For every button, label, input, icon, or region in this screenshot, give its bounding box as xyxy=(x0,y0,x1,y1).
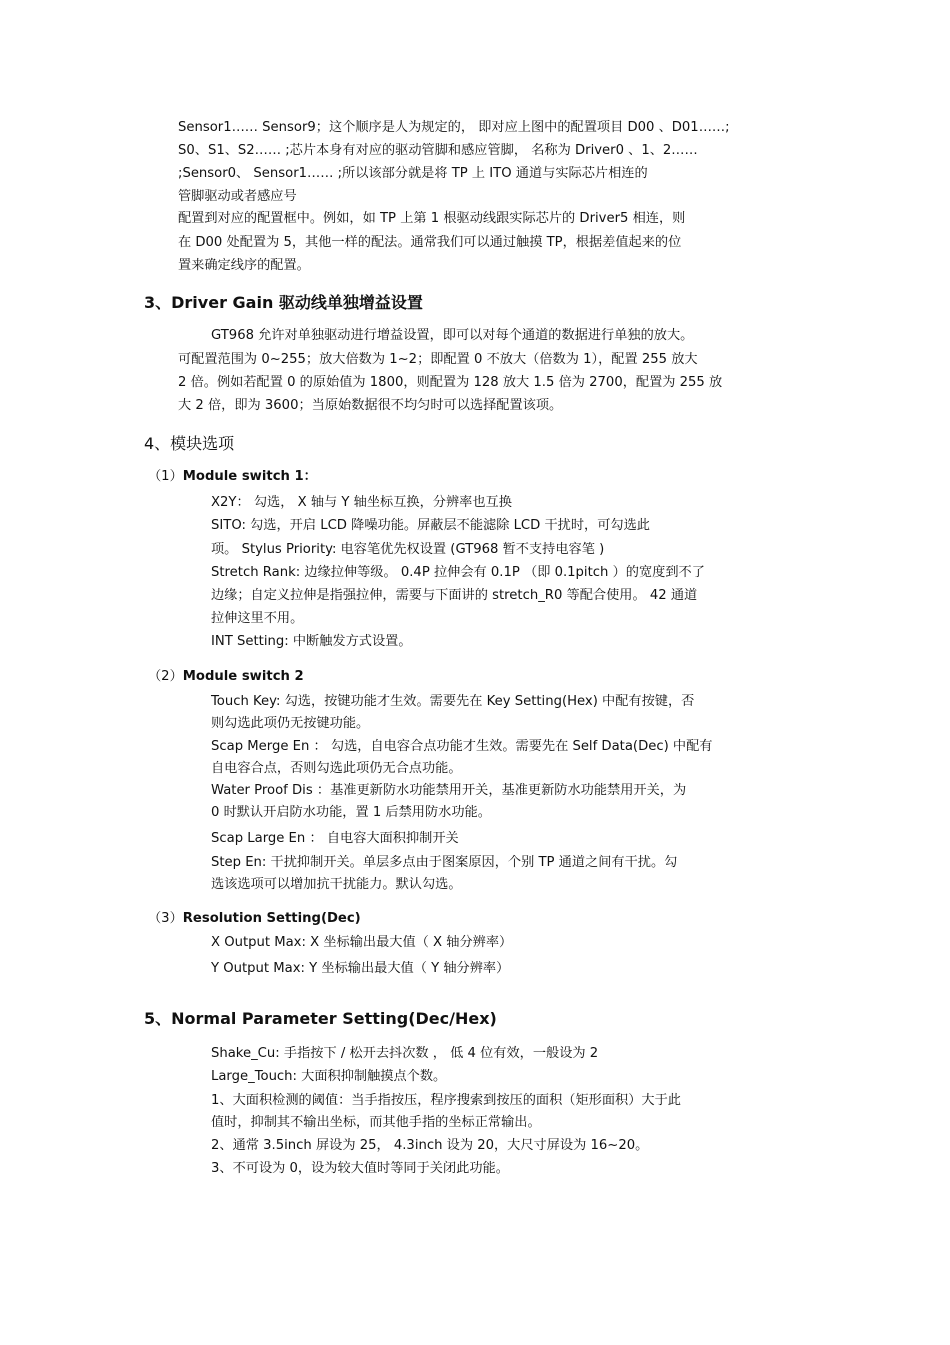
section-5-line-4: 值时，抑制其不输出坐标，而其他手指的坐标正常输出。 xyxy=(211,1115,541,1130)
sub-1-number: （1） xyxy=(148,469,183,484)
sub-3-number: （3） xyxy=(148,911,183,926)
intro-line-7: 置来确定线序的配置。 xyxy=(178,258,310,273)
sub-1-line-6: 拉伸这里不用。 xyxy=(211,611,304,626)
sub-3-line-2: Y Output Max: Y 坐标输出最大值（ Y 轴分辨率） xyxy=(211,961,510,976)
sub-3-label: Resolution Setting(Dec) xyxy=(182,911,361,926)
section-3-line-3: 2 倍。例如若配置 0 的原始值为 1800，则配置为 128 放大 1.5 倍为 2700，配置为 255 放 xyxy=(178,375,723,390)
sub-2-line-3: Scap Merge En ： 勾选，自电容合点功能才生效。需要先在 Self Data(Dec) 中配有 xyxy=(211,739,713,754)
sub-3-title xyxy=(148,910,361,928)
sub-2-line-4: 自电容合点，否则勾选此项仍无合点功能。 xyxy=(211,761,462,776)
section-3-heading: 3、Driver Gain 驱动线单独增益设置 xyxy=(144,293,423,312)
sub-2-title xyxy=(148,668,304,686)
intro-line-2: S0、S1、S2…… ;芯片本身有对应的驱动管脚和感应管脚， 名称为 Driver0 、1、2…… xyxy=(178,143,698,158)
sub-1-label: Module switch 1： xyxy=(182,469,317,484)
intro-line-3: ;Sensor0、 Sensor1…… ;所以该部分就是将 TP 上 ITO 通道与实际芯片相连的 xyxy=(178,166,648,181)
sub-2-line-8: Step En: 干扰抑制开关。单层多点由于图案原因，个别 TP 通道之间有干扰。勾 xyxy=(211,855,678,870)
section-5-line-2: Large_Touch: 大面积抑制触摸点个数。 xyxy=(211,1069,447,1084)
section-5-line-5: 2、通常 3.5inch 屏设为 25， 4.3inch 设为 20，大尺寸屏设为 16~20。 xyxy=(211,1138,649,1153)
section-5-line-3: 1、大面积检测的阈值：当手指按压，程序搜索到按压的面积（矩形面积）大于此 xyxy=(211,1093,681,1108)
section-3-line-4: 大 2 倍，即为 3600；当原始数据很不均匀时可以选择配置该项。 xyxy=(178,398,563,413)
section-4-heading: 4、模块选项 xyxy=(144,434,235,453)
sub-2-line-5: Water Proof Dis ：基准更新防水功能禁用开关，基准更新防水功能禁用开关，为 xyxy=(211,783,687,798)
sub-2-line-2: 则勾选此项仍无按键功能。 xyxy=(211,716,370,731)
sub-2-number: （2） xyxy=(148,669,183,684)
intro-line-1: Sensor1…… Sensor9；这个顺序是人为规定的， 即对应上图中的配置项目 D00 、D01……; xyxy=(178,120,730,135)
section-5-line-6: 3、不可设为 0，设为较大值时等同于关闭此功能。 xyxy=(211,1161,509,1176)
intro-line-6: 在 D00 处配置为 5，其他一样的配法。通常我们可以通过触摸 TP，根据差值起来的位 xyxy=(178,235,682,250)
section-3-line-2: 可配置范围为 0~255；放大倍数为 1~2；即配置 0 不放大（倍数为 1），配置 255 放大 xyxy=(178,352,698,367)
sub-2-line-1: Touch Key: 勾选，按键功能才生效。需要先在 Key Setting(Hex) 中配有按键，否 xyxy=(211,694,695,709)
sub-1-line-4: Stretch Rank: 边缘拉伸等级。 0.4P 拉伸会有 0.1P （即 0.1pitch ）的宽度到不了 xyxy=(211,565,705,580)
sub-2-line-6: 0 时默认开启防水功能，置 1 后禁用防水功能。 xyxy=(211,805,491,820)
sub-1-line-5: 边缘；自定义拉伸是指强拉伸，需要与下面讲的 stretch_R0 等配合使用。 42 通道 xyxy=(211,588,698,603)
sub-1-title xyxy=(148,468,317,486)
sub-2-line-9: 选该选项可以增加抗干扰能力。默认勾选。 xyxy=(211,877,462,892)
sub-2-label: Module switch 2 xyxy=(182,669,304,684)
sub-1-line-1: X2Y： 勾选， X 轴与 Y 轴坐标互换，分辨率也互换 xyxy=(211,495,512,510)
intro-line-4: 管脚驱动或者感应号 xyxy=(178,189,297,204)
sub-1-line-7: INT Setting: 中断触发方式设置。 xyxy=(211,634,412,649)
sub-1-line-3: 项。 Stylus Priority: 电容笔优先权设置 (GT968 暂不支持电容笔 ) xyxy=(211,542,605,557)
sub-1-line-2: SITO: 勾选，开启 LCD 降噪功能。屏蔽层不能滤除 LCD 干扰时，可勾选此 xyxy=(211,518,650,533)
sub-2-line-7: Scap Large En ： 自电容大面积抑制开关 xyxy=(211,831,459,846)
sub-3-line-1: X Output Max: X 坐标输出最大值（ X 轴分辨率） xyxy=(211,935,513,950)
section-3-line-1: GT968 允许对单独驱动进行增益设置，即可以对每个通道的数据进行单独的放大。 xyxy=(211,328,694,343)
intro-line-5: 配置到对应的配置框中。例如，如 TP 上第 1 根驱动线跟实际芯片的 Driver5 相连，则 xyxy=(178,211,686,226)
section-5-line-1: Shake_Cu: 手指按下 / 松开去抖次数 ， 低 4 位有效，一般设为 2 xyxy=(211,1046,599,1061)
section-5-heading: 5、Normal Parameter Setting(Dec/Hex) xyxy=(144,1009,497,1028)
